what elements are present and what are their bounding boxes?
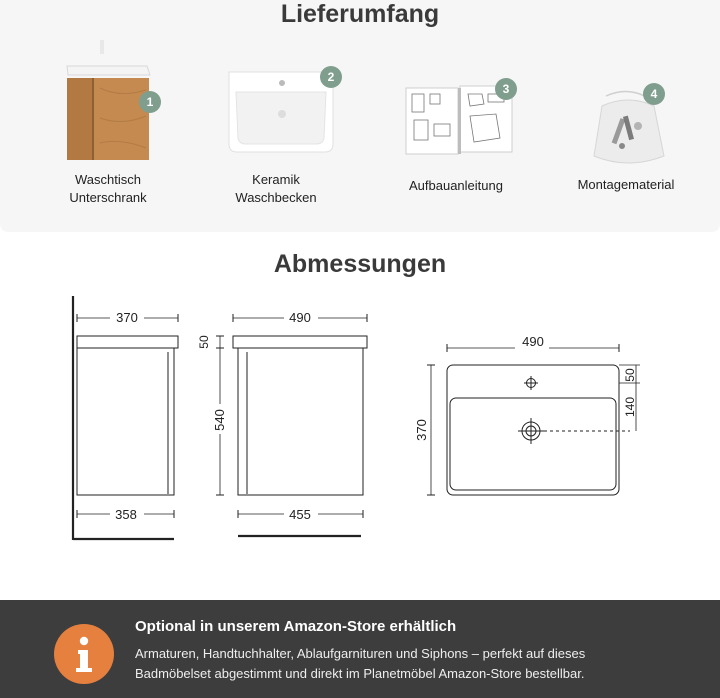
info-text-line1: Armaturen, Handtuchhalter, Ablaufgarnituren und Siphons – perfekt auf dieses xyxy=(135,646,586,661)
item-label-3-line1: Aufbauanleitung xyxy=(409,178,503,193)
item-label-3 xyxy=(381,177,531,195)
item-label-4-line1: Montagematerial xyxy=(577,177,675,192)
side-view-drawing xyxy=(73,296,178,540)
item-label-2 xyxy=(201,171,351,207)
front-bottom-width: 455 xyxy=(289,507,311,522)
side-top-width: 370 xyxy=(116,310,138,325)
item-label-1 xyxy=(33,171,183,207)
basin-width: 490 xyxy=(522,334,544,349)
item-label-4 xyxy=(551,176,701,194)
info-title: Optional in unserem Amazon-Store erhältlich xyxy=(135,618,457,635)
info-icon xyxy=(54,624,114,684)
basin-offset-b: 140 xyxy=(623,396,637,418)
front-height: 540 xyxy=(212,409,227,431)
front-view-drawing xyxy=(216,314,367,536)
dimensions-title: Abmessungen xyxy=(273,250,447,278)
item-badge-3: 3 xyxy=(495,78,517,100)
side-bottom-width: 358 xyxy=(115,507,137,522)
item-label-2-line2: Waschbecken xyxy=(235,190,317,205)
item-badge-1: 1 xyxy=(139,91,161,113)
info-text-line2: Badmöbelset abgestimmt und direkt im Planetmöbel Amazon-Store bestellbar. xyxy=(135,666,585,681)
item-badge-4: 4 xyxy=(643,83,665,105)
item-label-1-line1: Waschtisch xyxy=(75,172,141,187)
item-label-1-line2: Unterschrank xyxy=(69,190,147,205)
delivery-title: Lieferumfang xyxy=(280,0,440,28)
basin-image xyxy=(226,68,336,156)
basin-depth: 370 xyxy=(414,419,429,441)
item-badge-2: 2 xyxy=(320,66,342,88)
item-label-2-line1: Keramik xyxy=(252,172,300,187)
basin-top-view-drawing xyxy=(427,344,640,495)
front-top-width: 490 xyxy=(289,310,311,325)
front-top-height: 50 xyxy=(197,335,211,349)
info-text xyxy=(135,644,695,684)
dimension-drawings xyxy=(0,290,720,550)
basin-offset-a: 50 xyxy=(623,368,637,382)
